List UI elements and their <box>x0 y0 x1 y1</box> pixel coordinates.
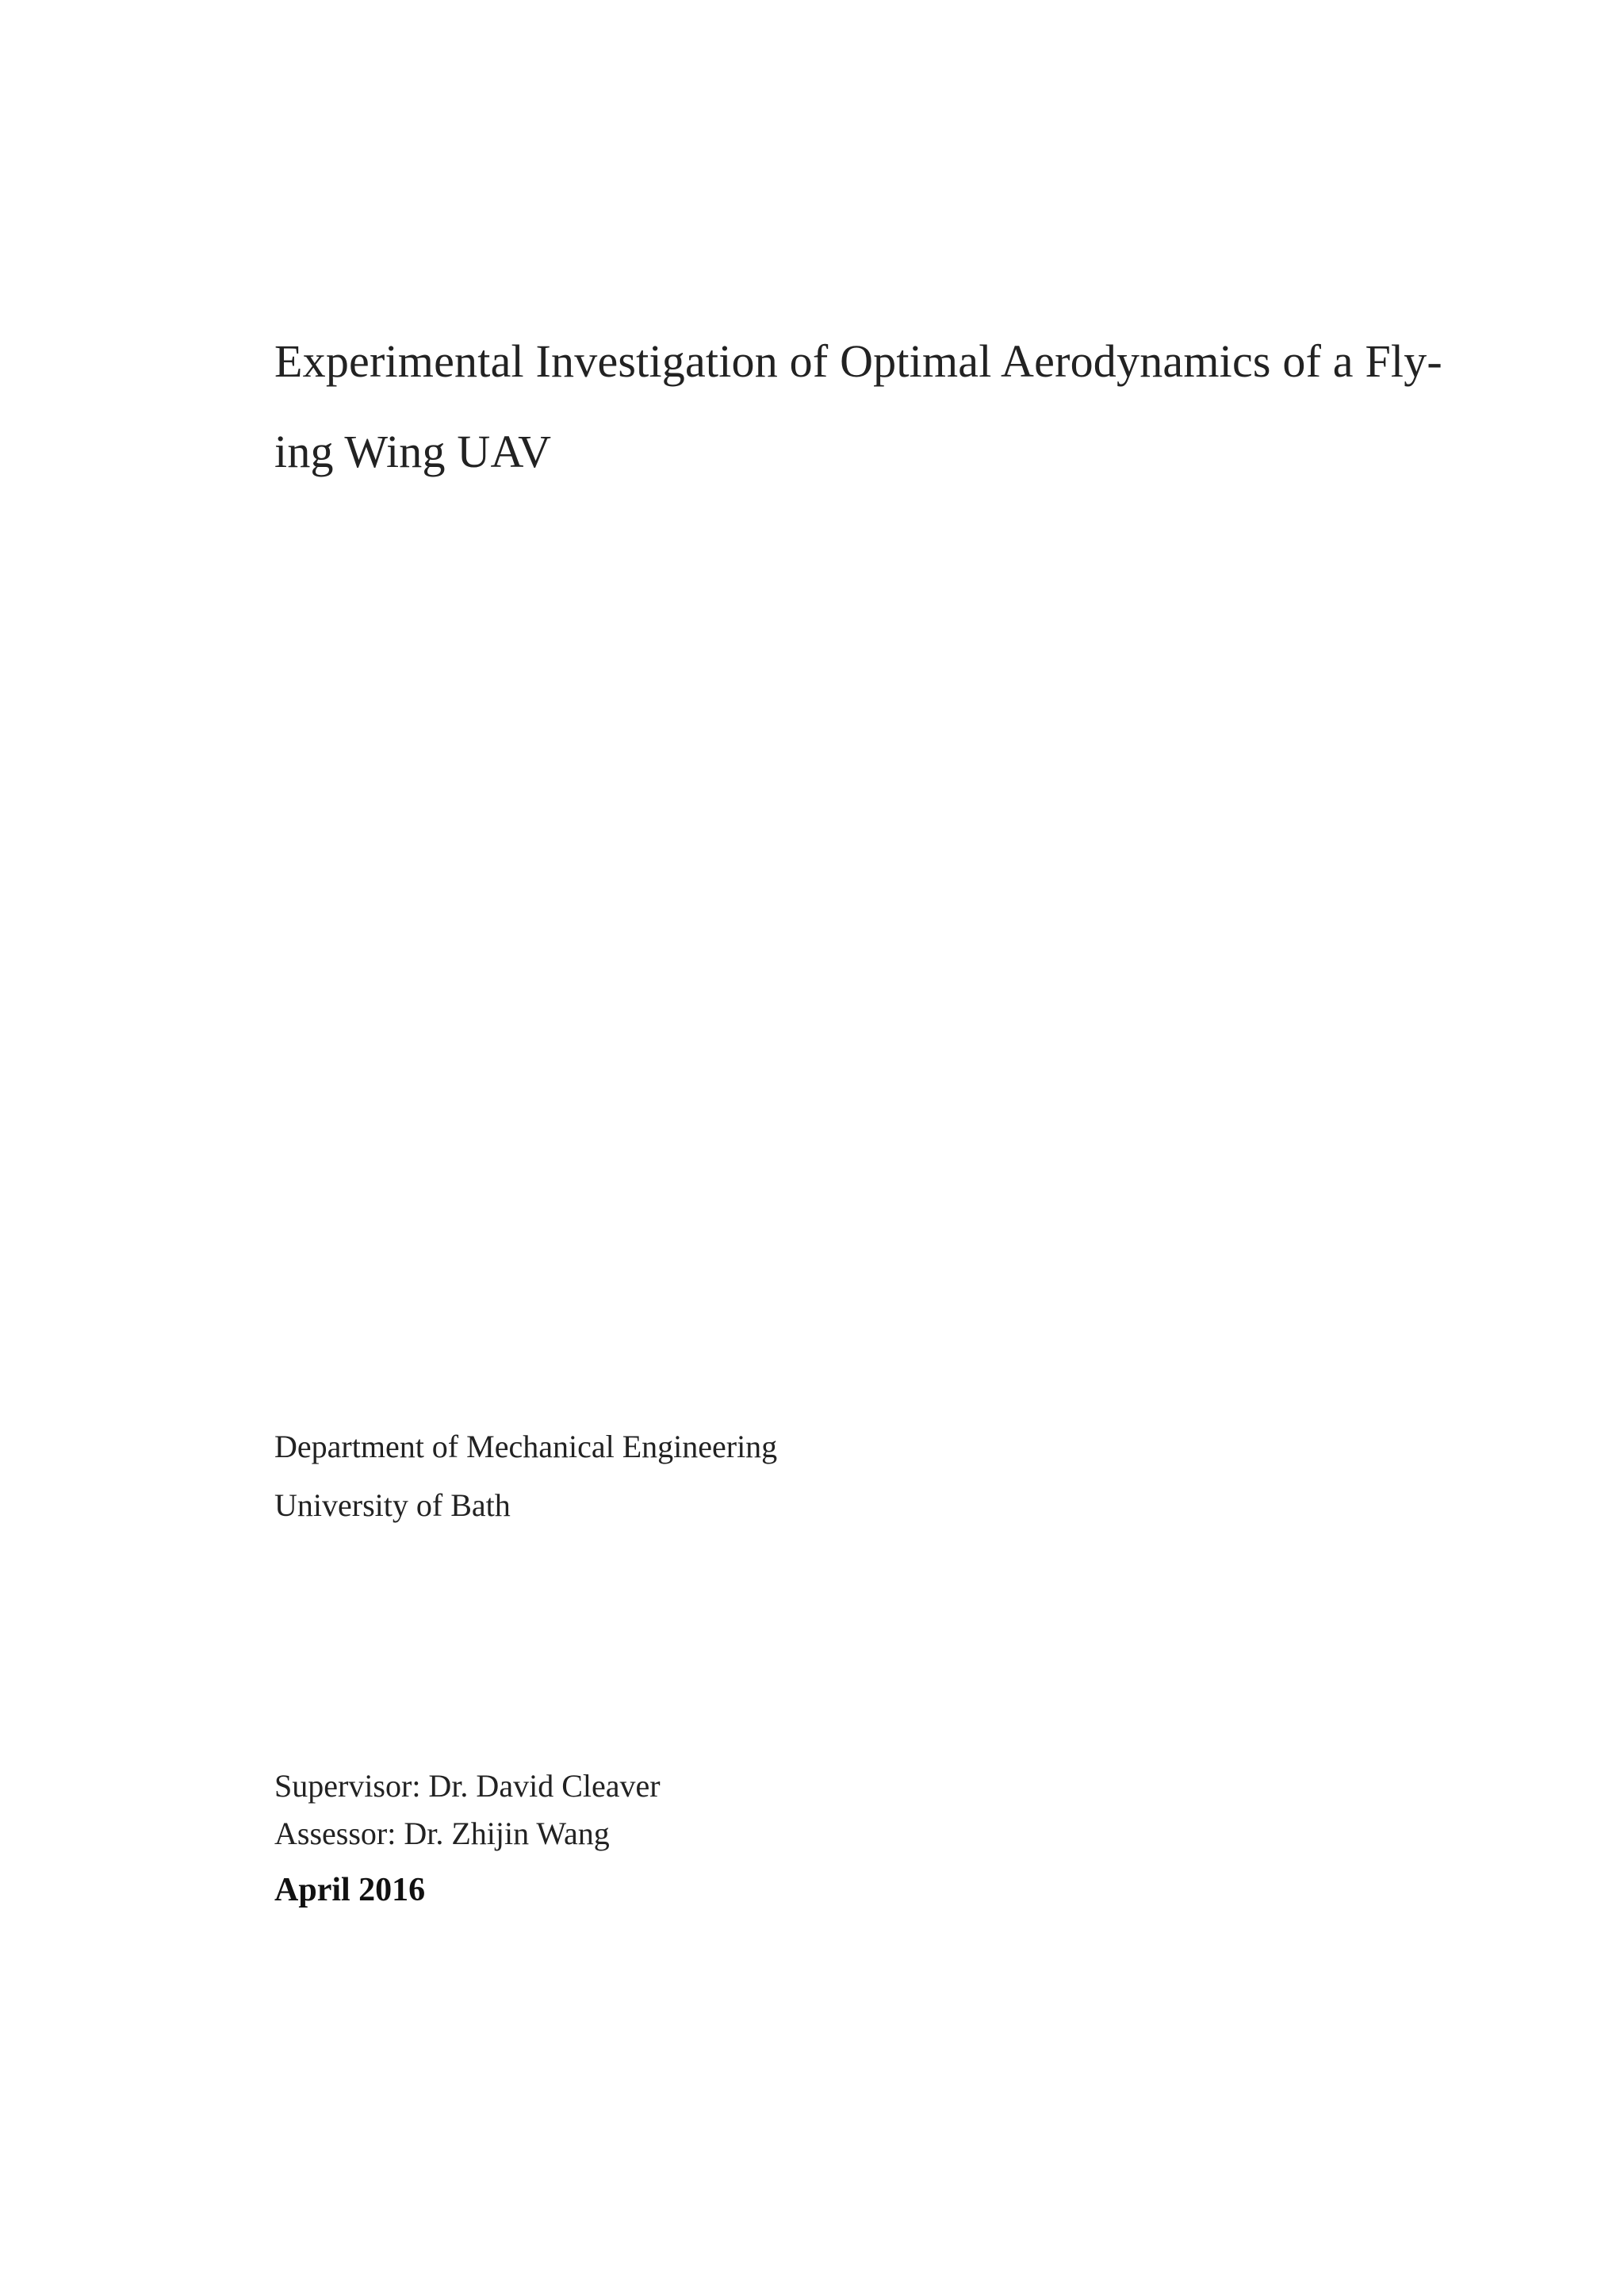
supervisor-line: Supervisor: Dr. David Cleaver <box>274 1768 661 1804</box>
people-block <box>274 1766 661 1911</box>
assessor-line: Assessor: Dr. Zhijin Wang <box>274 1816 610 1851</box>
title-line-1: Experimental Investigation of Optimal Aerodynamics of a Fly- <box>274 335 1442 387</box>
title-line-2: ing Wing UAV <box>274 426 552 477</box>
university-name: University of Bath <box>274 1487 511 1523</box>
affiliation-block <box>274 1427 777 1525</box>
document-title <box>274 333 1442 480</box>
submission-date: April 2016 <box>274 1872 426 1908</box>
department-name: Department of Mechanical Engineering <box>274 1429 778 1464</box>
